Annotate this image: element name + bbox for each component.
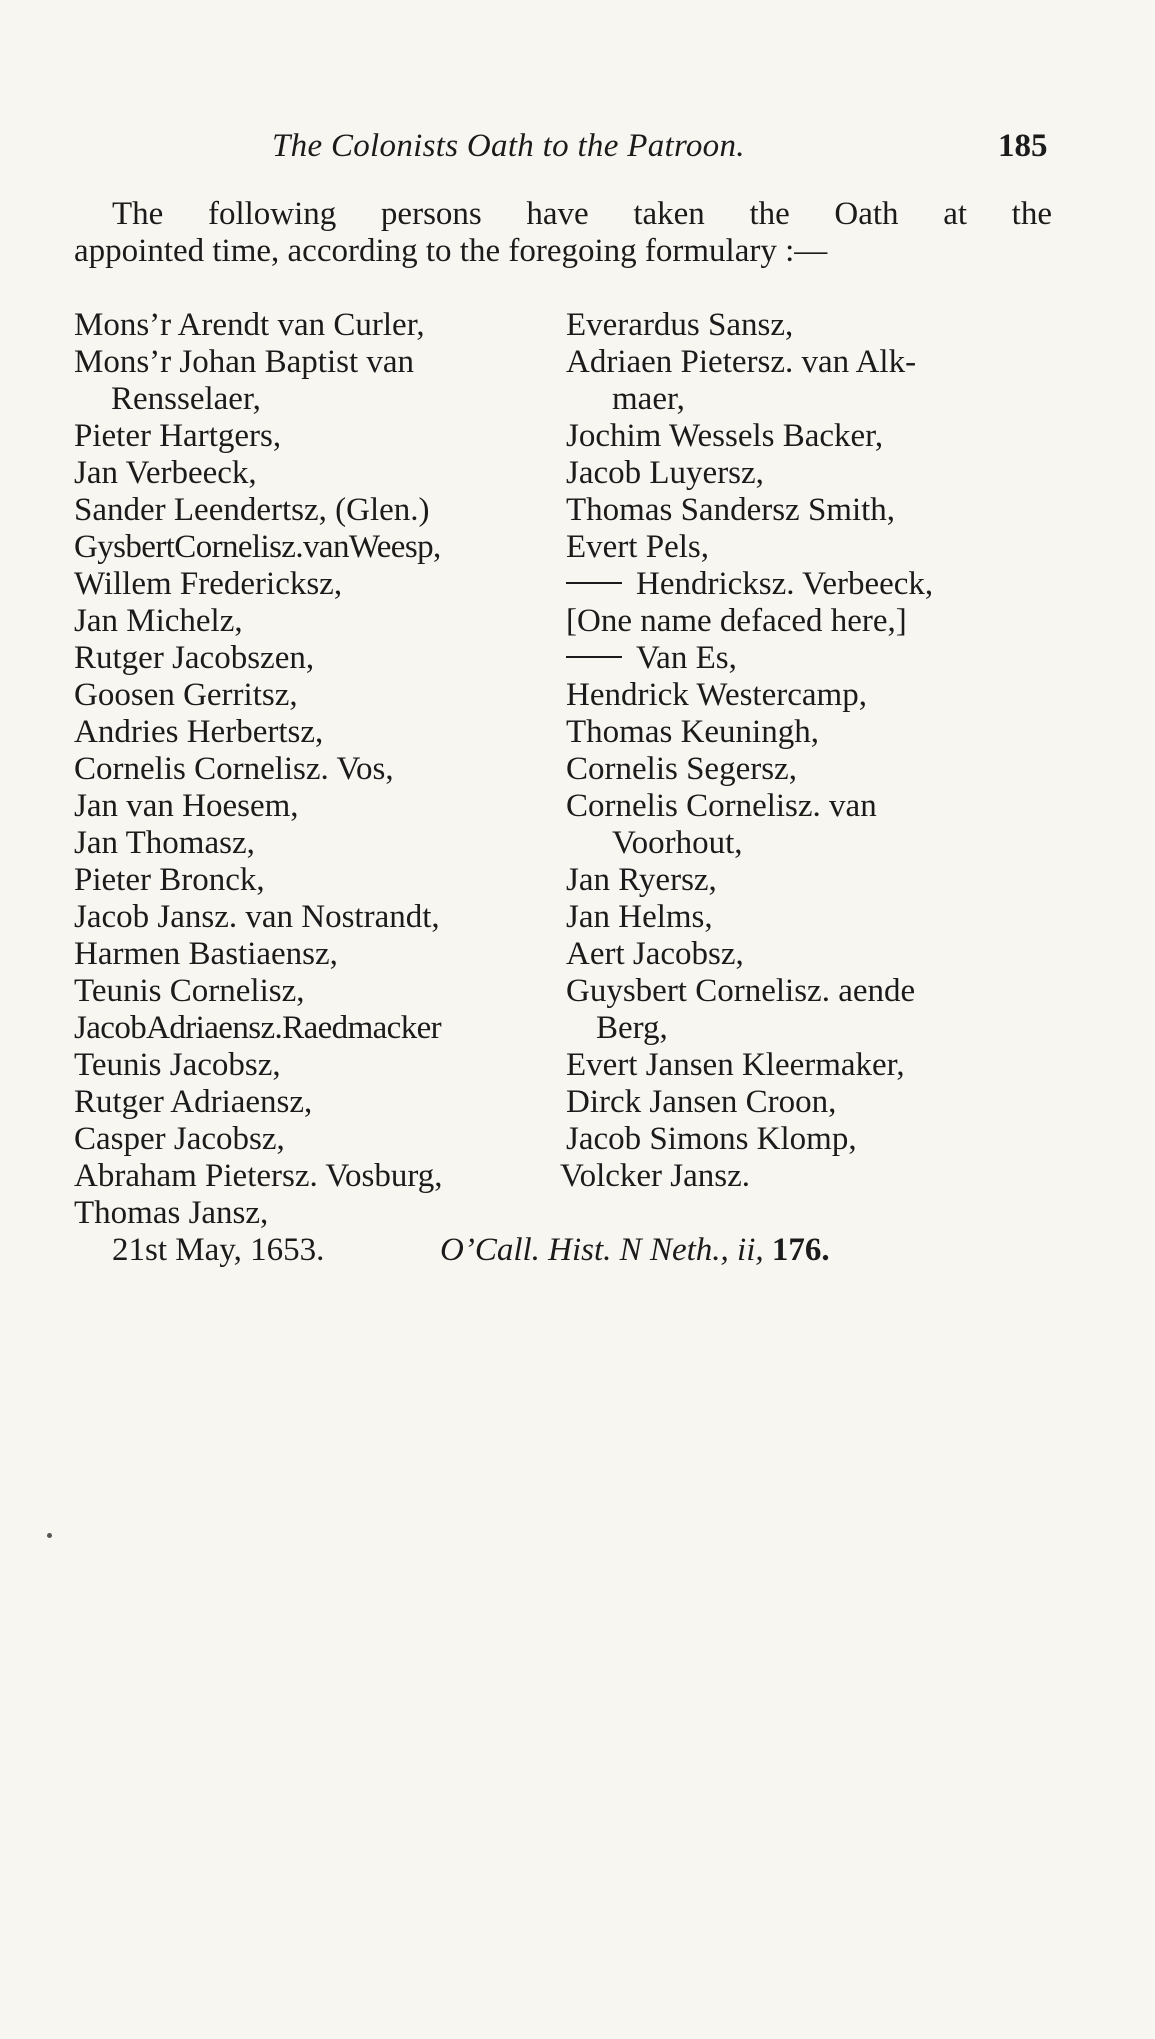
name-row bbox=[0, 788, 1155, 825]
left-name: Rutger Jacobszen, bbox=[74, 640, 315, 676]
name-row bbox=[0, 566, 1155, 603]
left-name: Jan Verbeeck, bbox=[74, 455, 257, 491]
right-name: Evert Pels, bbox=[566, 529, 709, 565]
left-name: Jan Michelz, bbox=[74, 603, 243, 639]
name-row bbox=[0, 862, 1155, 899]
right-name: Cornelis Cornelisz. van bbox=[566, 788, 877, 824]
name-row bbox=[0, 1010, 1155, 1047]
right-name: [One name defaced here,] bbox=[566, 603, 907, 639]
name-row bbox=[0, 1158, 1155, 1195]
name-row bbox=[0, 1121, 1155, 1158]
right-name: Jan Helms, bbox=[566, 899, 713, 935]
left-name: Harmen Bastiaensz, bbox=[74, 936, 338, 972]
running-title: The Colonists Oath to the Patroon. bbox=[272, 128, 745, 164]
right-name: Everardus Sansz, bbox=[566, 307, 794, 343]
right-name: Jan Ryersz, bbox=[566, 862, 717, 898]
left-name: Rutger Adriaensz, bbox=[74, 1084, 313, 1120]
name-row bbox=[0, 1084, 1155, 1121]
right-name: Voorhout, bbox=[612, 825, 743, 861]
left-name: Pieter Bronck, bbox=[74, 862, 265, 898]
right-name: Thomas Sandersz Smith, bbox=[566, 492, 896, 528]
left-name: Jacob Jansz. van Nostrandt, bbox=[74, 899, 440, 935]
left-name: Mons’r Johan Baptist van bbox=[74, 344, 415, 380]
name-row bbox=[0, 825, 1155, 862]
left-name: JacobAdriaensz.Raedmacker bbox=[74, 1010, 442, 1046]
right-name: maer, bbox=[612, 381, 685, 417]
name-row bbox=[0, 529, 1155, 566]
left-name: Casper Jacobsz, bbox=[74, 1121, 285, 1157]
name-row bbox=[0, 418, 1155, 455]
left-name: Teunis Cornelisz, bbox=[74, 973, 305, 1009]
right-name: Thomas Keuningh, bbox=[566, 714, 819, 750]
citation-source bbox=[440, 1232, 830, 1269]
left-name: Sander Leendertsz, (Glen.) bbox=[74, 492, 430, 528]
right-name: Berg, bbox=[596, 1010, 668, 1046]
name-row bbox=[0, 973, 1155, 1010]
left-name: Willem Fredericksz, bbox=[74, 566, 343, 602]
left-name: Thomas Jansz, bbox=[74, 1195, 269, 1231]
name-row bbox=[0, 492, 1155, 529]
name-row bbox=[0, 714, 1155, 751]
omission-dash bbox=[566, 656, 622, 658]
left-name: Abraham Pietersz. Vosburg, bbox=[74, 1158, 443, 1194]
intro-line-1: The following persons have taken the Oath at the bbox=[112, 196, 1052, 232]
citation-line bbox=[0, 1232, 1155, 1269]
omission-dash bbox=[566, 582, 622, 584]
name-row bbox=[0, 455, 1155, 492]
name-row bbox=[0, 307, 1155, 344]
name-row bbox=[0, 1195, 1155, 1232]
right-name: Evert Jansen Kleermaker, bbox=[566, 1047, 905, 1083]
right-name: Jacob Luyersz, bbox=[566, 455, 764, 491]
left-name: Goosen Gerritsz, bbox=[74, 677, 298, 713]
right-name: Van Es, bbox=[636, 640, 737, 676]
right-name: Dirck Jansen Croon, bbox=[566, 1084, 837, 1120]
citation-volume: ii, bbox=[737, 1232, 764, 1268]
name-row bbox=[0, 603, 1155, 640]
left-name: Jan van Hoesem, bbox=[74, 788, 299, 824]
right-name: Hendricksz. Verbeeck, bbox=[636, 566, 934, 602]
name-row bbox=[0, 677, 1155, 714]
left-name: Cornelis Cornelisz. Vos, bbox=[74, 751, 394, 787]
left-name: Pieter Hartgers, bbox=[74, 418, 282, 454]
left-name: GysbertCornelisz.vanWeesp, bbox=[74, 529, 441, 565]
name-row bbox=[0, 381, 1155, 418]
left-name: Rensselaer, bbox=[111, 381, 261, 417]
name-row bbox=[0, 899, 1155, 936]
right-name: Adriaen Pietersz. van Alk- bbox=[566, 344, 917, 380]
right-name: Aert Jacobsz, bbox=[566, 936, 744, 972]
right-name-with-dash bbox=[566, 640, 737, 677]
name-row bbox=[0, 1047, 1155, 1084]
name-row bbox=[0, 640, 1155, 677]
right-name: Guysbert Cornelisz. aende bbox=[566, 973, 916, 1009]
right-name-with-dash bbox=[566, 566, 933, 603]
name-row bbox=[0, 936, 1155, 973]
right-name: Cornelis Segersz, bbox=[566, 751, 797, 787]
page-number: 185 bbox=[998, 128, 1048, 164]
left-name: Teunis Jacobsz, bbox=[74, 1047, 281, 1083]
citation-page: 176. bbox=[771, 1232, 830, 1268]
right-name: Volcker Jansz. bbox=[560, 1158, 751, 1194]
right-name: Hendrick Westercamp, bbox=[566, 677, 867, 713]
name-row bbox=[0, 344, 1155, 381]
intro-line-2: appointed time, according to the foregoing formulary :— bbox=[74, 233, 828, 269]
right-name: Jochim Wessels Backer, bbox=[566, 418, 884, 454]
left-name: Mons’r Arendt van Curler, bbox=[74, 307, 425, 343]
left-name: Andries Herbertsz, bbox=[74, 714, 324, 750]
name-row bbox=[0, 751, 1155, 788]
running-head bbox=[0, 128, 1155, 174]
citation-source-title: O’Call. Hist. N Neth., bbox=[440, 1232, 729, 1268]
left-name: Jan Thomasz, bbox=[74, 825, 255, 861]
right-name: Jacob Simons Klomp, bbox=[566, 1121, 857, 1157]
citation-date: 21st May, 1653. bbox=[112, 1232, 325, 1268]
ink-speck bbox=[47, 1533, 52, 1538]
